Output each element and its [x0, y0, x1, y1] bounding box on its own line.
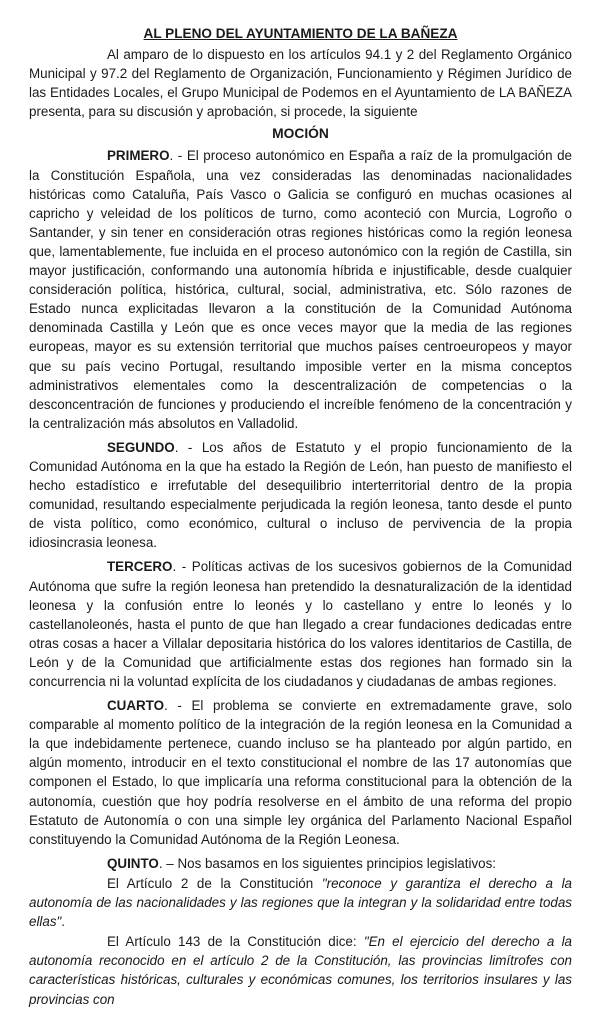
intro-paragraph: Al amparo de lo dispuesto en los artículos 94.1 y 2 del Reglamento Orgánico Municipal y 97.2 del Reglamento de Organización, Funcionamiento y Régimen Jurídico de las Entidades Locales, el Grupo Municipal de Podemos en el Ayuntamiento de LA BAÑEZA presenta, para su discusión y aprobación, si procede, la siguiente — [29, 47, 572, 120]
article-143-paragraph — [29, 932, 572, 1008]
section-segundo — [29, 438, 572, 553]
section-separator: . - — [172, 559, 192, 575]
article-2-paragraph — [29, 874, 572, 931]
section-label: CUARTO — [107, 698, 165, 714]
article-quote: "En el ejercicio del derecho a la autonomía reconocido en el artículo 2 de la Constitución, las provincias limítrofes con características históricas, culturales y económicas comunes, los territorios insulares y las provincias con — [29, 934, 572, 1007]
section-text: Políticas activas de los sucesivos gobiernos de la Comunidad Autónoma que sufre la región leonesa han pretendido la desnaturalización de la identidad leonesa y la confusión entre lo leonés y lo castellano y entre lo leonés y lo castellanoleonés, hasta el punto de que han llegado a crear fundaciones dedicadas entre otras cosas a hacer a Villalar depositaria histórica do los valores identitarios de Castilla, de León y de la Comunidad que artificialmente estas dos regiones han formado sin la concurrencia ni la voluntad explícita de los ciudadanos y ciudadanas de ambas regiones. — [29, 559, 572, 689]
section-separator: . - — [169, 148, 187, 164]
section-text: El problema se convierte en extremadamente grave, solo comparable al momento político de la integración de la región leonesa en la Comunidad a la que indebidamente pertenece, cuando incluso se ha planteado por algún partido, en algún momento, introducir en el texto constitucional el nombre de las 17 autonomías que componen el Estado, lo que implicaría una reforma constitucional para la obtención de la autonomía, cuestión que hoy podría resolverse en el ámbito de una reforma del propio Estatuto de Autonomía o con una simple ley orgánica del Parlamento Nacional Español constituyendo la Comunidad Autónoma de la Región Leonesa. — [29, 698, 572, 847]
section-tercero — [29, 557, 572, 691]
section-label: QUINTO — [107, 855, 159, 871]
section-text: El proceso autonómico en España a raíz de la promulgación de la Constitución Española, una vez consideradas las denominadas nacionalidades históricas como Cataluña, País Vasco o Galicia se configuró en muchas ocasiones al capricho y veleidad de los políticos de turno, como aconteció con Murcia, Logroño o Santander, y sin tener en consideración otras regiones históricas como la región leonesa que, lamentablemente, fue incluida en el proceso autonómico con la región de Castilla, sin mayor justificación, conformando una autonomía híbrida e injustificable, desde cualquier consideración política, histórica, cultural, social, administrativa, etc. Sólo razones de Estado nunca explicitadas llevaron a la constitución de la Comunidad Autónoma denominada Castilla y León que es once veces mayor que la media de las regiones europeas, mayor es su extensión territorial que muchos países centroeuropeos y mayor que su país vecino Portugal, resultando imposible verter en la misma conceptos administrativos elementales como la descentralización de competencias o la desconcentración de funciones y produciendo el increíble fenómeno de la concentración y la centralización más absolutos en Valladolid. — [29, 148, 572, 431]
section-label: SEGUNDO — [107, 439, 175, 455]
section-separator: . - — [174, 439, 202, 455]
section-separator: . - — [164, 698, 192, 714]
article-suffix: . — [61, 914, 66, 930]
section-separator: . – — [158, 855, 178, 871]
section-primero — [29, 146, 572, 432]
section-text: Los años de Estatuto y el propio funcionamiento de la Comunidad Autónoma en la que ha estado la Región de León, han puesto de manifiesto el hecho estadístico e irrefutable del desequilibrio interterritorial dentro de la propia comunidad, resultando especialmente perjudicada la región leonesa, tanto desde el punto de vista político, como económico, cultural o incluso de pervivencia de la propia idiosincrasia leonesa. — [29, 439, 572, 551]
section-label: PRIMERO — [107, 148, 170, 164]
motion-heading: MOCIÓN — [272, 126, 329, 142]
section-cuarto — [29, 696, 572, 849]
article-quote: "reconoce y garantiza el derecho a la autonomía de las nacionalidades y las regiones que la integran y la solidaridad entre todas ellas" — [29, 875, 572, 930]
article-prefix: El Artículo 2 de la Constitución — [107, 875, 322, 891]
document-page — [29, 24, 572, 1009]
article-prefix: El Artículo 143 de la Constitución dice: — [107, 934, 364, 950]
section-quinto — [29, 854, 572, 873]
section-text: Nos basamos en los siguientes principios legislativos: — [177, 855, 497, 871]
document-title: AL PLENO DEL AYUNTAMIENTO DE LA BAÑEZA — [143, 26, 458, 41]
section-label: TERCERO — [107, 559, 173, 575]
